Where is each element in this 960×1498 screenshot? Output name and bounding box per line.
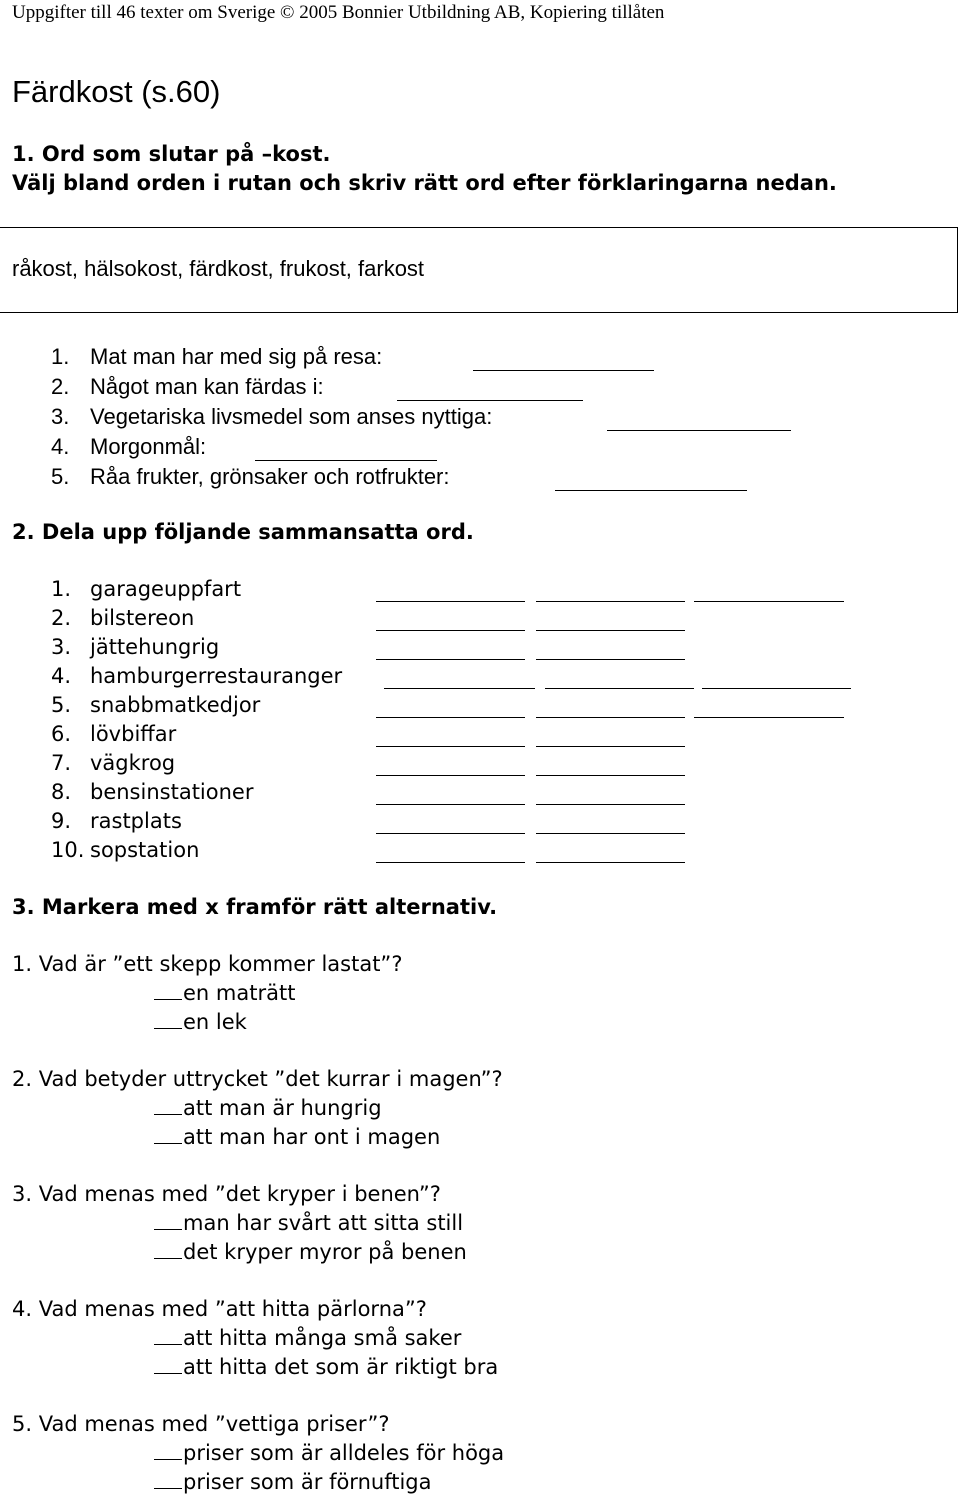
answer-blank[interactable] bbox=[536, 833, 685, 834]
checkbox-blank[interactable] bbox=[154, 1028, 182, 1029]
answer-option[interactable] bbox=[154, 1096, 382, 1120]
task1-item bbox=[51, 374, 324, 400]
answer-option[interactable] bbox=[154, 1355, 498, 1379]
checkbox-blank[interactable] bbox=[154, 1229, 182, 1230]
item-number: 9. bbox=[51, 809, 72, 833]
answer-blank[interactable] bbox=[536, 775, 685, 776]
word-list: råkost, hälsokost, färdkost, frukost, farkost bbox=[12, 256, 425, 281]
item-number: 5. bbox=[51, 693, 72, 717]
answer-blank[interactable] bbox=[473, 370, 654, 371]
checkbox-blank[interactable] bbox=[154, 1143, 182, 1144]
answer-option[interactable] bbox=[154, 1010, 247, 1034]
answer-blank[interactable] bbox=[536, 601, 685, 602]
answer-blank[interactable] bbox=[694, 717, 844, 718]
option-text: man har svårt att sitta still bbox=[183, 1211, 464, 1235]
page-title: Färdkost (s.60) bbox=[12, 74, 221, 109]
checkbox-blank[interactable] bbox=[154, 1459, 182, 1460]
task2-item bbox=[51, 751, 175, 775]
checkbox-blank[interactable] bbox=[154, 1344, 182, 1345]
checkbox-blank[interactable] bbox=[154, 1114, 182, 1115]
item-number: 4. bbox=[51, 434, 70, 459]
item-text: snabbmatkedjor bbox=[90, 693, 261, 717]
checkbox-blank[interactable] bbox=[154, 999, 182, 1000]
option-text: priser som är förnuftiga bbox=[183, 1470, 432, 1494]
item-text: vägkrog bbox=[90, 751, 176, 775]
page-header: Uppgifter till 46 texter om Sverige © 2005 Bonnier Utbildning AB, Kopiering tillåten bbox=[12, 2, 665, 23]
question: 5. Vad menas med ”vettiga priser”? bbox=[12, 1412, 390, 1436]
answer-blank[interactable] bbox=[607, 430, 791, 431]
item-text: bilstereon bbox=[90, 606, 195, 630]
option-text: att man är hungrig bbox=[183, 1096, 382, 1120]
task3-heading: 3. Markera med x framför rätt alternativ. bbox=[12, 895, 498, 919]
question: 4. Vad menas med ”att hitta pärlorna”? bbox=[12, 1297, 427, 1321]
answer-blank[interactable] bbox=[536, 804, 685, 805]
item-number: 10. bbox=[51, 838, 85, 862]
answer-option[interactable] bbox=[154, 981, 295, 1005]
answer-option[interactable] bbox=[154, 1125, 440, 1149]
question: 3. Vad menas med ”det kryper i benen”? bbox=[12, 1182, 441, 1206]
answer-blank[interactable] bbox=[536, 659, 685, 660]
answer-blank[interactable] bbox=[545, 688, 694, 689]
item-text: Mat man har med sig på resa: bbox=[90, 344, 383, 369]
answer-blank[interactable] bbox=[376, 775, 525, 776]
checkbox-blank[interactable] bbox=[154, 1373, 182, 1374]
answer-blank[interactable] bbox=[536, 862, 685, 863]
task2-item bbox=[51, 635, 219, 659]
item-text: Råa frukter, grönsaker och rotfrukter: bbox=[90, 464, 450, 489]
item-number: 8. bbox=[51, 780, 72, 804]
item-text: Morgonmål: bbox=[90, 434, 207, 459]
task1-item bbox=[51, 464, 450, 490]
task1-instruction: Välj bland orden i rutan och skriv rätt ord efter förklaringarna nedan. bbox=[12, 171, 837, 195]
task2-item bbox=[51, 693, 260, 717]
item-text: rastplats bbox=[90, 809, 182, 833]
option-text: att hitta många små saker bbox=[183, 1326, 462, 1350]
answer-blank[interactable] bbox=[376, 833, 525, 834]
option-text: en lek bbox=[183, 1010, 247, 1034]
task2-item bbox=[51, 577, 241, 601]
answer-blank[interactable] bbox=[376, 746, 525, 747]
item-text: garageuppfart bbox=[90, 577, 242, 601]
item-text: sopstation bbox=[90, 838, 200, 862]
item-number: 1. bbox=[51, 344, 70, 369]
item-number: 3. bbox=[51, 404, 70, 429]
answer-blank[interactable] bbox=[702, 688, 851, 689]
item-number: 7. bbox=[51, 751, 72, 775]
answer-option[interactable] bbox=[154, 1470, 431, 1494]
item-text: bensinstationer bbox=[90, 780, 254, 804]
answer-blank[interactable] bbox=[397, 400, 583, 401]
option-text: priser som är alldeles för höga bbox=[183, 1441, 505, 1465]
answer-blank[interactable] bbox=[376, 804, 525, 805]
item-number: 5. bbox=[51, 464, 70, 489]
task2-item bbox=[51, 838, 199, 862]
item-number: 2. bbox=[51, 606, 72, 630]
question: 2. Vad betyder uttrycket ”det kurrar i magen”? bbox=[12, 1067, 503, 1091]
task2-heading: 2. Dela upp följande sammansatta ord. bbox=[12, 520, 474, 544]
word-box bbox=[0, 227, 958, 313]
option-text: en maträtt bbox=[183, 981, 296, 1005]
task2-item bbox=[51, 606, 194, 630]
option-text: det kryper myror på benen bbox=[183, 1240, 467, 1264]
answer-option[interactable] bbox=[154, 1326, 461, 1350]
answer-blank[interactable] bbox=[376, 659, 525, 660]
answer-blank[interactable] bbox=[694, 601, 844, 602]
answer-blank[interactable] bbox=[555, 490, 747, 491]
checkbox-blank[interactable] bbox=[154, 1258, 182, 1259]
answer-blank[interactable] bbox=[376, 862, 525, 863]
task2-item bbox=[51, 780, 253, 804]
item-number: 4. bbox=[51, 664, 72, 688]
answer-blank[interactable] bbox=[536, 630, 685, 631]
answer-option[interactable] bbox=[154, 1441, 504, 1465]
task1-item bbox=[51, 344, 382, 370]
task1-item bbox=[51, 404, 492, 430]
answer-blank[interactable] bbox=[384, 688, 535, 689]
answer-blank[interactable] bbox=[255, 460, 437, 461]
item-number: 1. bbox=[51, 577, 72, 601]
task2-item bbox=[51, 809, 182, 833]
item-text: Vegetariska livsmedel som anses nyttiga: bbox=[90, 404, 493, 429]
item-text: Något man kan färdas i: bbox=[90, 374, 324, 399]
option-text: att man har ont i magen bbox=[183, 1125, 441, 1149]
task2-item bbox=[51, 722, 176, 746]
checkbox-blank[interactable] bbox=[154, 1488, 182, 1489]
option-text: att hitta det som är riktigt bra bbox=[183, 1355, 499, 1379]
answer-blank[interactable] bbox=[536, 746, 685, 747]
task1-heading: 1. Ord som slutar på –kost. bbox=[12, 142, 331, 166]
item-text: lövbiffar bbox=[90, 722, 177, 746]
item-text: hamburgerrestauranger bbox=[90, 664, 343, 688]
answer-blank[interactable] bbox=[376, 717, 525, 718]
task2-item bbox=[51, 664, 342, 688]
item-number: 2. bbox=[51, 374, 70, 399]
answer-option[interactable] bbox=[154, 1211, 463, 1235]
answer-blank[interactable] bbox=[376, 601, 525, 602]
task1-item bbox=[51, 434, 206, 460]
item-number: 3. bbox=[51, 635, 72, 659]
answer-blank[interactable] bbox=[376, 630, 525, 631]
answer-blank[interactable] bbox=[536, 717, 685, 718]
item-number: 6. bbox=[51, 722, 72, 746]
answer-option[interactable] bbox=[154, 1240, 467, 1264]
question: 1. Vad är ”ett skepp kommer lastat”? bbox=[12, 952, 403, 976]
item-text: jättehungrig bbox=[90, 635, 220, 659]
